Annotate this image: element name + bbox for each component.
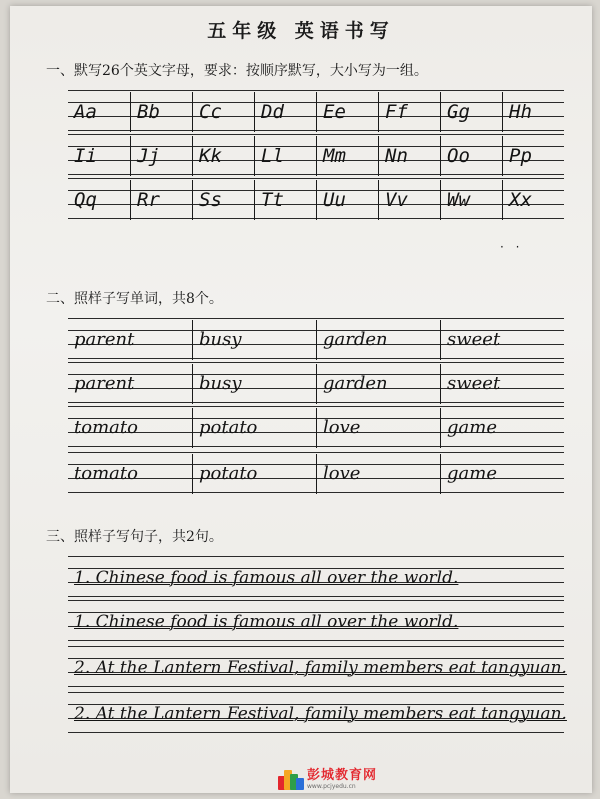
handwritten-entry: parent	[74, 329, 135, 350]
handwritten-entry: Ff	[378, 92, 441, 132]
stray-dots: · ·	[500, 240, 524, 254]
ruled-line	[68, 318, 564, 319]
section3-heading: 三、照样子写句子，共2句。	[46, 529, 223, 545]
handwritten-entry: Mm	[316, 136, 379, 176]
handwritten-entry: Oo	[440, 136, 503, 176]
handwritten-entry: sweet	[440, 364, 565, 404]
handwritten-entry: garden	[316, 320, 441, 360]
watermark-logo	[278, 768, 377, 790]
writing-band	[68, 600, 564, 644]
handwritten-entry: 1. Chinese food is famous all over the world.	[74, 568, 459, 588]
handwritten-entry: sweet	[440, 320, 565, 360]
handwritten-entry: Jj	[130, 136, 193, 176]
handwritten-entry: Kk	[192, 136, 255, 176]
watermark-url: www.pcjyedu.cn	[307, 782, 356, 790]
handwritten-entry: Ee	[316, 92, 379, 132]
handwritten-entry: 1. Chinese food is famous all over the world.	[74, 612, 459, 632]
writing-band	[68, 452, 564, 496]
ruled-line	[68, 178, 564, 179]
handwritten-entry: busy	[192, 364, 317, 404]
ruled-line	[68, 90, 564, 91]
handwritten-entry: Gg	[440, 92, 503, 132]
handwritten-entry: Dd	[254, 92, 317, 132]
handwritten-entry: garden	[316, 364, 441, 404]
handwritten-entry: Rr	[130, 180, 193, 220]
handwritten-entry: potato	[192, 454, 317, 494]
writing-band	[68, 90, 564, 134]
handwritten-entry: Aa	[74, 101, 97, 123]
handwritten-entry: parent	[74, 373, 135, 394]
writing-band	[68, 362, 564, 406]
handwritten-entry: Hh	[502, 92, 565, 132]
handwritten-entry: 2. At the Lantern Festival, family members eat tangyuan.	[74, 704, 567, 724]
handwritten-entry: Ii	[74, 145, 97, 167]
handwritten-entry: busy	[192, 320, 317, 360]
handwritten-entry: Ss	[192, 180, 255, 220]
handwritten-entry: Bb	[130, 92, 193, 132]
section2-heading: 二、照样子写单词，共8个。	[46, 291, 223, 307]
handwritten-entry: game	[440, 408, 565, 448]
handwritten-entry: Pp	[502, 136, 565, 176]
ruled-line	[68, 646, 564, 647]
handwritten-entry: potato	[192, 408, 317, 448]
handwritten-entry: Nn	[378, 136, 441, 176]
handwritten-entry: tomato	[74, 463, 138, 484]
handwritten-entry: Ww	[440, 180, 503, 220]
handwritten-entry: game	[440, 454, 565, 494]
ruled-line	[68, 692, 564, 693]
ruled-line	[68, 556, 564, 557]
writing-band	[68, 406, 564, 450]
handwritten-entry: love	[316, 454, 441, 494]
watermark-name: 彭城教育网	[307, 767, 378, 783]
handwritten-entry: 2. At the Lantern Festival, family members eat tangyuan.	[74, 658, 567, 678]
writing-band	[68, 318, 564, 362]
handwritten-entry: love	[316, 408, 441, 448]
ruled-line	[68, 362, 564, 363]
ruled-line	[68, 600, 564, 601]
handwritten-entry: Xx	[502, 180, 565, 220]
writing-band	[68, 178, 564, 222]
worksheet-title: 五年级 英语书写	[207, 20, 395, 42]
handwritten-entry: Tt	[254, 180, 317, 220]
writing-band	[68, 692, 567, 736]
handwritten-entry: Cc	[192, 92, 255, 132]
section1-heading: 一、默写26个英文字母，要求：按顺序默写，大小写为一组。	[46, 63, 428, 79]
ruled-line	[68, 452, 564, 453]
writing-band	[68, 646, 567, 690]
handwritten-entry: Vv	[378, 180, 441, 220]
ruled-line	[68, 134, 564, 135]
worksheet-paper	[10, 6, 592, 793]
ruled-line	[68, 406, 564, 407]
handwritten-entry: Ll	[254, 136, 317, 176]
handwritten-entry: Qq	[74, 189, 97, 211]
handwritten-entry: Uu	[316, 180, 379, 220]
logo-book-icon	[278, 768, 304, 790]
writing-band	[68, 556, 564, 600]
handwritten-entry: tomato	[74, 417, 138, 438]
writing-band	[68, 134, 564, 178]
